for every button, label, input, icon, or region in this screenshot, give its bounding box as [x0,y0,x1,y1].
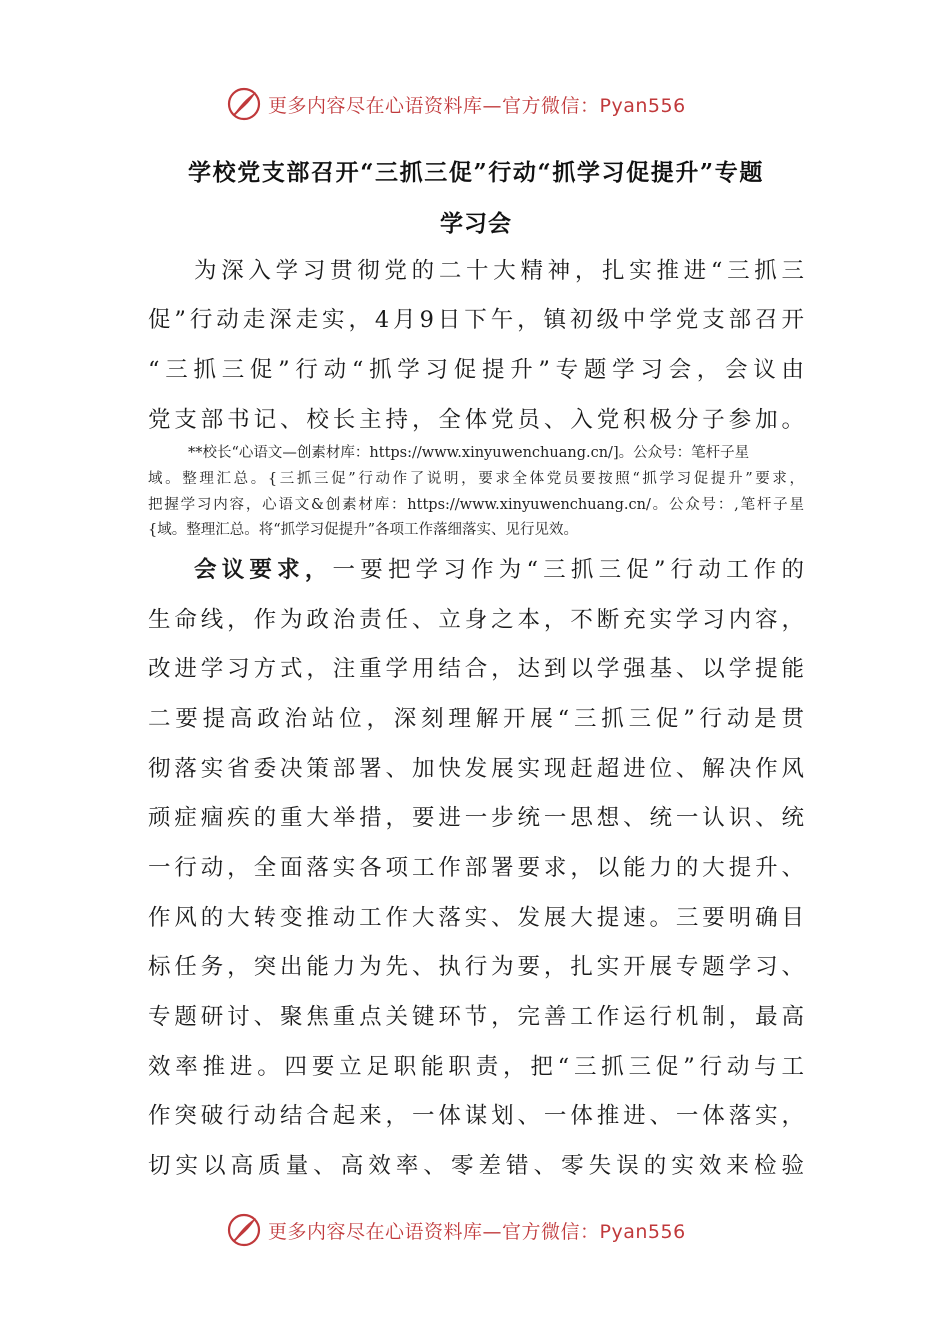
quill-logo-icon [226,1212,262,1248]
requirements-line: 改进学习方式，注重学用结合，达到以学强基、以学提能 [148,656,804,682]
requirements-line: 顽症痼疾的重大举措，要进一步统一思想、统一认识、统 [148,805,804,831]
requirements-line: 切实以高质量、高效率、零差错、零失误的实效来检验 [148,1153,804,1179]
requirements-line: 彻落实省委决策部署、加快发展实现赶超进位、解决作风 [148,756,804,782]
requirements-line: 标任务，突出能力为先、执行为要，扎实开展专题学习、 [148,954,804,980]
requirements-first-rest: 一要把学习作为“三抓三促”行动工作的 [332,557,804,583]
requirements-first-line [148,555,804,585]
requirements-line: 作突破行动结合起来，一体谋划、一体推进、一体落实， [148,1103,804,1129]
note-line: {域。整理汇总。将“抓学习促提升”各项工作落细落实、见行见效。 [148,522,579,538]
intro-line: 为深入学习贯彻党的二十大精神，扎实推进“三抓三 [194,258,804,284]
requirements-line: 作风的大转变推动工作大落实、发展大提速。三要明确目 [148,905,804,931]
requirements-line: 二要提高政治站位，深刻理解开展“三抓三促”行动是贯 [148,706,804,732]
document-title-line-1: 学校党支部召开“三抓三促”行动“抓学习促提升”专题 [188,159,764,186]
intro-line: 党支部书记、校长主持，全体党员、入党积极分子参加。 [148,407,804,433]
note-line: 把握学习内容，心语文&创素材库：https://www.xinyuwenchuang.cn/。公众号：,笔杆子星 [148,497,804,513]
note-line: 域。整理汇总。{三抓三促”行动作了说明，要求全体党员要按照“抓学习促提升”要求， [148,471,804,487]
footer-banner-text: 更多内容尽在心语资料库—官方微信：Pyan556 [268,1220,686,1243]
document-title-line-2: 学习会 [440,210,512,237]
intro-line: 促”行动走深走实，4月9日下午，镇初级中学党支部召开 [148,307,804,333]
footer-banner [226,1210,686,1250]
requirements-line: 生命线，作为政治责任、立身之本，不断充实学习内容， [148,607,804,633]
header-banner-text: 更多内容尽在心语资料库—官方微信：Pyan556 [268,94,686,117]
requirements-line: 效率推进。四要立足职能职责，把“三抓三促”行动与工 [148,1054,804,1080]
note-line: **校长“心语文—创素材库：https://www.xinyuwenchuang.cn/]。公众号：笔杆子星 [188,445,750,461]
requirements-lead: 会议要求， [194,557,333,583]
requirements-line: 一行动，全面落实各项工作部署要求，以能力的大提升、 [148,855,804,881]
quill-logo-icon [226,86,262,122]
intro-line: “三抓三促”行动“抓学习促提升”专题学习会，会议由 [148,357,804,383]
requirements-line: 专题研讨、聚焦重点关键环节，完善工作运行机制，最高 [148,1004,804,1030]
header-banner [226,84,686,124]
